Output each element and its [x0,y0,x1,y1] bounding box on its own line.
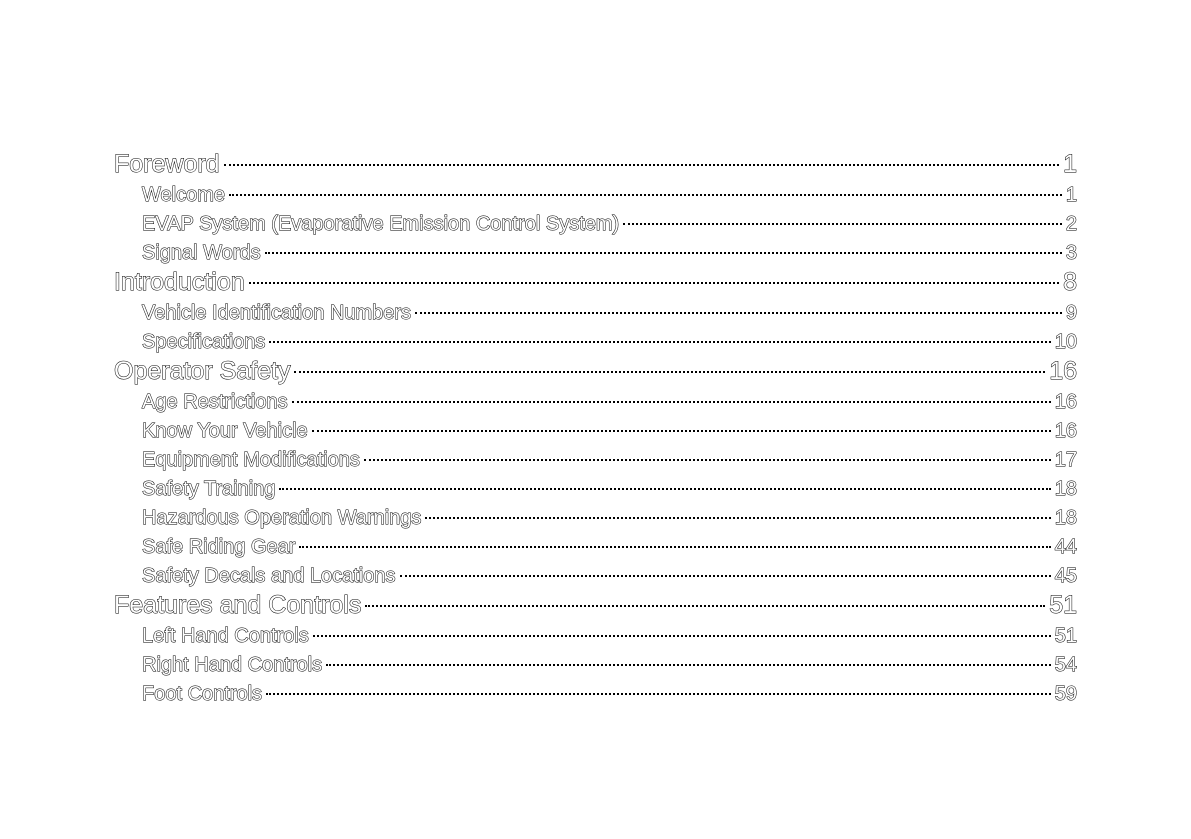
toc-entry-page: 16 [1049,357,1077,385]
toc-entry[interactable] [114,328,1077,357]
dot-leader [299,545,1050,548]
toc-entry-page: 2 [1065,213,1077,235]
toc-entry[interactable] [114,239,1077,268]
toc-entry[interactable] [114,651,1077,680]
toc-entry[interactable] [114,299,1077,328]
toc-entry[interactable] [114,150,1077,179]
toc-entry-page: 1 [1065,184,1077,206]
toc-entry-title: Safety Training [142,478,276,500]
dot-leader [365,604,1045,607]
dot-leader [269,340,1050,343]
dot-leader [364,458,1051,461]
toc-entry-page: 51 [1054,625,1077,647]
dot-leader [249,281,1059,284]
dot-leader [312,429,1051,432]
table-of-contents [114,150,1077,709]
dot-leader [623,222,1062,225]
toc-entry-title: Introduction [114,268,245,296]
toc-entry-page: 18 [1054,507,1077,529]
toc-entry[interactable] [114,446,1077,475]
toc-entry-title: Left Hand Controls [142,625,309,647]
toc-entry[interactable] [114,562,1077,591]
dot-leader [400,574,1051,577]
dot-leader [229,193,1062,196]
toc-entry-title: Foot Controls [142,683,263,705]
toc-entry-page: 51 [1049,591,1077,619]
toc-entry[interactable] [114,680,1077,709]
dot-leader [265,251,1062,254]
toc-entry-page: 44 [1054,536,1077,558]
toc-entry[interactable] [114,622,1077,651]
toc-entry-title: Foreword [114,150,220,178]
toc-entry-page: 10 [1054,331,1077,353]
toc-entry-title: EVAP System (Evaporative Emission Control System) [142,213,620,235]
toc-entry-page: 59 [1054,683,1077,705]
toc-entry-title: Features and Controls [114,591,362,619]
toc-entry-page: 9 [1065,302,1077,324]
toc-entry-page: 1 [1063,150,1077,178]
dot-leader [313,634,1051,637]
toc-entry-page: 16 [1054,391,1077,413]
dot-leader [292,400,1051,403]
toc-entry-page: 8 [1063,268,1077,296]
toc-entry-title: Specifications [142,331,266,353]
toc-entry[interactable] [114,475,1077,504]
toc-entry-title: Welcome [142,184,225,206]
toc-entry-title: Operator Safety [114,357,291,385]
toc-entry[interactable] [114,268,1077,297]
toc-entry-title: Right Hand Controls [142,654,323,676]
dot-leader [326,663,1051,666]
toc-entry[interactable] [114,417,1077,446]
toc-entry-page: 16 [1054,420,1077,442]
toc-entry[interactable] [114,181,1077,210]
dot-leader [294,370,1045,373]
toc-entry-title: Hazardous Operation Warnings [142,507,422,529]
dot-leader [266,692,1051,695]
toc-entry-title: Safe Riding Gear [142,536,296,558]
dot-leader [415,311,1062,314]
toc-entry[interactable] [114,210,1077,239]
toc-entry[interactable] [114,504,1077,533]
toc-entry[interactable] [114,591,1077,620]
dot-leader [279,487,1050,490]
toc-entry-page: 18 [1054,478,1077,500]
toc-entry-page: 45 [1054,565,1077,587]
toc-entry[interactable] [114,388,1077,417]
toc-entry-page: 3 [1065,242,1077,264]
dot-leader [425,516,1050,519]
toc-entry-title: Age Restrictions [142,391,288,413]
toc-entry-title: Safety Decals and Locations [142,565,396,587]
toc-entry-title: Vehicle Identification Numbers [142,302,412,324]
toc-entry-page: 17 [1054,449,1077,471]
toc-entry-title: Equipment Modifications [142,449,360,471]
toc-entry-page: 54 [1054,654,1077,676]
toc-entry[interactable] [114,357,1077,386]
toc-entry[interactable] [114,533,1077,562]
toc-entry-title: Know Your Vehicle [142,420,308,442]
toc-entry-title: Signal Words [142,242,261,264]
dot-leader [224,163,1060,166]
